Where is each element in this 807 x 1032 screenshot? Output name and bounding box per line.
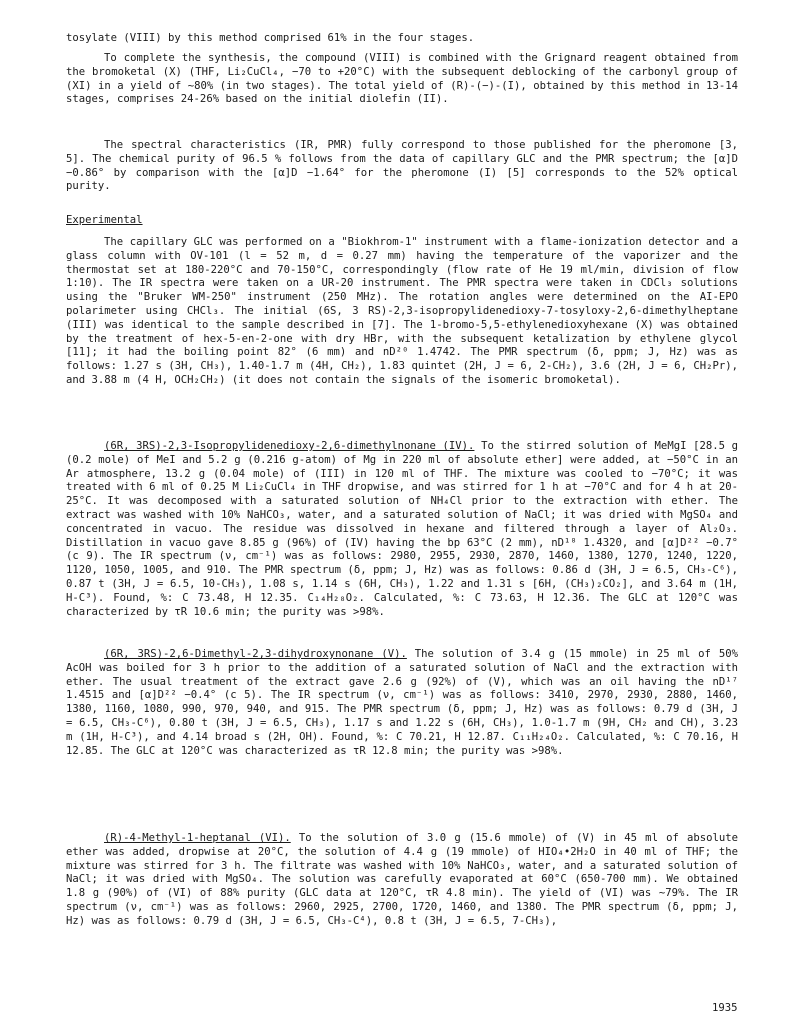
compound-v-body: The solution of 3.4 g (15 mmole) in 25 ml of 50% AcOH was boiled for 3 h prior to the addition of a saturated solution of NaCl and the extraction with ether. The usual treatment of the extract gave 2.6 g (92%) of (V), which was an oil having the nD¹⁷ 1.4515 and [α]D²² −0.4° (c 5). The IR spectrum (ν, cm⁻¹) was as follows: 3410, 2970, 2930, 2880, 1460, 1380, 1160, 1080, 990, 970, 940, and 915. The PMR spectrum (δ, ppm; J, Hz) was as follows: 0.79 d (3H, J = 6.5, CH₃-C⁶), 0.80 t (3H, J = 6.5, CH₃), 1.17 s and 1.22 s (6H, CH₃), 1.0-1.7 m (9H, CH₂ and CH), 3.23 m (1H, H-C³), and 4.14 broad s (2H, OH). Found, %: C 70.21, H 12.87. C₁₁H₂₄O₂. Calculated, %: C 70.16, H 12.85. The GLC at 120°C was characterized as τR 12.8 min; the purity was >98%. — [66, 648, 738, 757]
paragraph-synthesis: To complete the synthesis, the compound (VIII) is combined with the Grignard reagent obtained from the bromoketal (X) (THF, Li₂CuCl₄, −70 to +20°C) with the subsequent deblocking of the carbonyl group of (XI) in a yield of ~80% (in two stages). The total yield of (R)-(−)-(I), obtained by this method in 13-14 stages, comprises 24-26% based on the initial diolefin (II). — [66, 52, 738, 106]
paragraph-spectral: The spectral characteristics (IR, PMR) fully correspond to those published for the pheromone [3, 5]. The chemical purity of 96.5 % follows from the data of capillary GLC and the PMR spectrum; the [α]D −0.86° by comparison with the [α]D −1.64° for the pheromone (I) [5] corresponds to the 52% optical purity. — [66, 139, 738, 193]
paragraph-methods: The capillary GLC was performed on a "Biokhrom-1" instrument with a flame-ionization detector and a glass column with OV-101 (l = 52 m, d = 0.27 mm) having the temperature of the vaporizer and the thermostat set at 180-220°C and 70-150°C, correspondingly (flow rate of He 19 ml/min, division of flow 1:10). The IR spectra were taken on a UR-20 instrument. The PMR spectra were taken in CDCl₃ solutions using the "Bruker WM-250" instrument (250 MHz). The rotation angles were determined on the AI-EPO polarimeter using CHCl₃. The initial (6S, 3 RS)-2,3-isopropylidenedioxy-7-tosyloxy-2,6-dimethylheptane (III) was identical to the sample described in [7]. The 1-bromo-5,5-ethylenedioxyhexane (X) was obtained by the treatment of hex-5-en-2-one with dry HBr, with the subsequent ketalization by ethylene glycol [11]; it had the boiling point 82° (6 mm) and nD²⁰ 1.4742. The PMR spectrum (δ, ppm; J, Hz) was as follows: 1.27 s (3H, CH₃), 1.40-1.7 m (4H, CH₂), 1.83 quintet (2H, J = 6, 2-CH₂), 3.6 (2H, J = 6, CH₂Pr), and 3.88 m (4 H, OCH₂CH₂) (it does not contain the signals of the isomeric bromoketal). — [66, 236, 738, 386]
compound-iv-title: (6R, 3RS)-2,3-Isopropylidenedioxy-2,6-dimethylnonane (IV). — [104, 440, 475, 452]
compound-v-title: (6R, 3RS)-2,6-Dimethyl-2,3-dihydroxynonane (V). — [104, 648, 407, 660]
paragraph-continuation: tosylate (VIII) by this method comprised 61% in the four stages. — [66, 32, 475, 44]
compound-vi-body: To the solution of 3.0 g (15.6 mmole) of (V) in 45 ml of absolute ether was added, dropwise at 20°C, the solution of 4.4 g (19 mmole) of HIO₄•2H₂O in 40 ml of THF; the mixture was stirred for 3 h. The filtrate was washed with 10% NaHCO₃, water, and a saturated solution of NaCl; it was dried with MgSO₄. The solution was carefully evaporated at 60°C (650-700 mm). We obtained 1.8 g (90%) of (VI) of 88% purity (GLC data at 120°C, τR 4.8 min). The yield of (VI) was ~79%. The IR spectrum (ν, cm⁻¹) was as follows: 2960, 2925, 2700, 1720, 1460, and 1380. The PMR spectrum (δ, ppm; J, Hz) was as follows: 0.79 d (3H, J = 6.5, CH₃-C⁴), 0.8 t (3H, J = 6.5, 7-CH₃), — [66, 832, 738, 927]
section-heading-experimental: Experimental — [66, 214, 143, 226]
paragraph-compound-vi — [66, 832, 738, 929]
page-number: 1935 — [712, 1002, 738, 1014]
paragraph-compound-iv — [66, 440, 738, 619]
compound-iv-body: To the stirred solution of MeMgI [28.5 g (0.2 mole) of MeI and 5.2 g (0.216 g-atom) of Mg in 220 ml of absolute ether] were added, at −50°C in an Ar atmosphere, 13.2 g (0.04 mole) of (III) in 120 ml of THF. The mixture was cooled to −70°C; it was treated with 6 ml of 0.25 M Li₂CuCl₄ in THF dropwise, and was stirred for 1 h at −70°C and for 4 h at 20-25°C. It was decomposed with a saturated solution of NH₄Cl prior to the extraction with ether. The extract was washed with 10% NaHCO₃, water, and a saturated solution of NaCl; it was dried with MgSO₄ and concentrated in vacuo. The residue was dissolved in hexane and filtered through a layer of Al₂O₃. Distillation in vacuo gave 8.85 g (96%) of (IV) having the bp 63°C (2 mm), nD¹⁸ 1.4320, and [α]D²² −0.7° (c 9). The IR spectrum (ν, cm⁻¹) was as follows: 2980, 2955, 2930, 2870, 1460, 1380, 1270, 1240, 1220, 1120, 1050, 1005, and 910. The PMR spectrum (δ, ppm; J, Hz) was as follows: 0.86 d (3H, J = 6.5, CH₃-C⁶), 0.87 t (3H, J = 6.5, 10-CH₃), 1.08 s, 1.14 s (6H, CH₃), 1.22 and 1.31 s [6H, (CH₃)₂CO₂], and 3.64 m (1H, H-C³). Found, %: C 73.48, H 12.35. C₁₄H₂₈O₂. Calculated, %: C 73.63, H 12.36. The GLC at 120°C was characterized by τR 10.6 min; the purity was >98%. — [66, 440, 738, 618]
paragraph-compound-v — [66, 648, 738, 758]
compound-vi-title: (R)-4-Methyl-1-heptanal (VI). — [104, 832, 291, 844]
